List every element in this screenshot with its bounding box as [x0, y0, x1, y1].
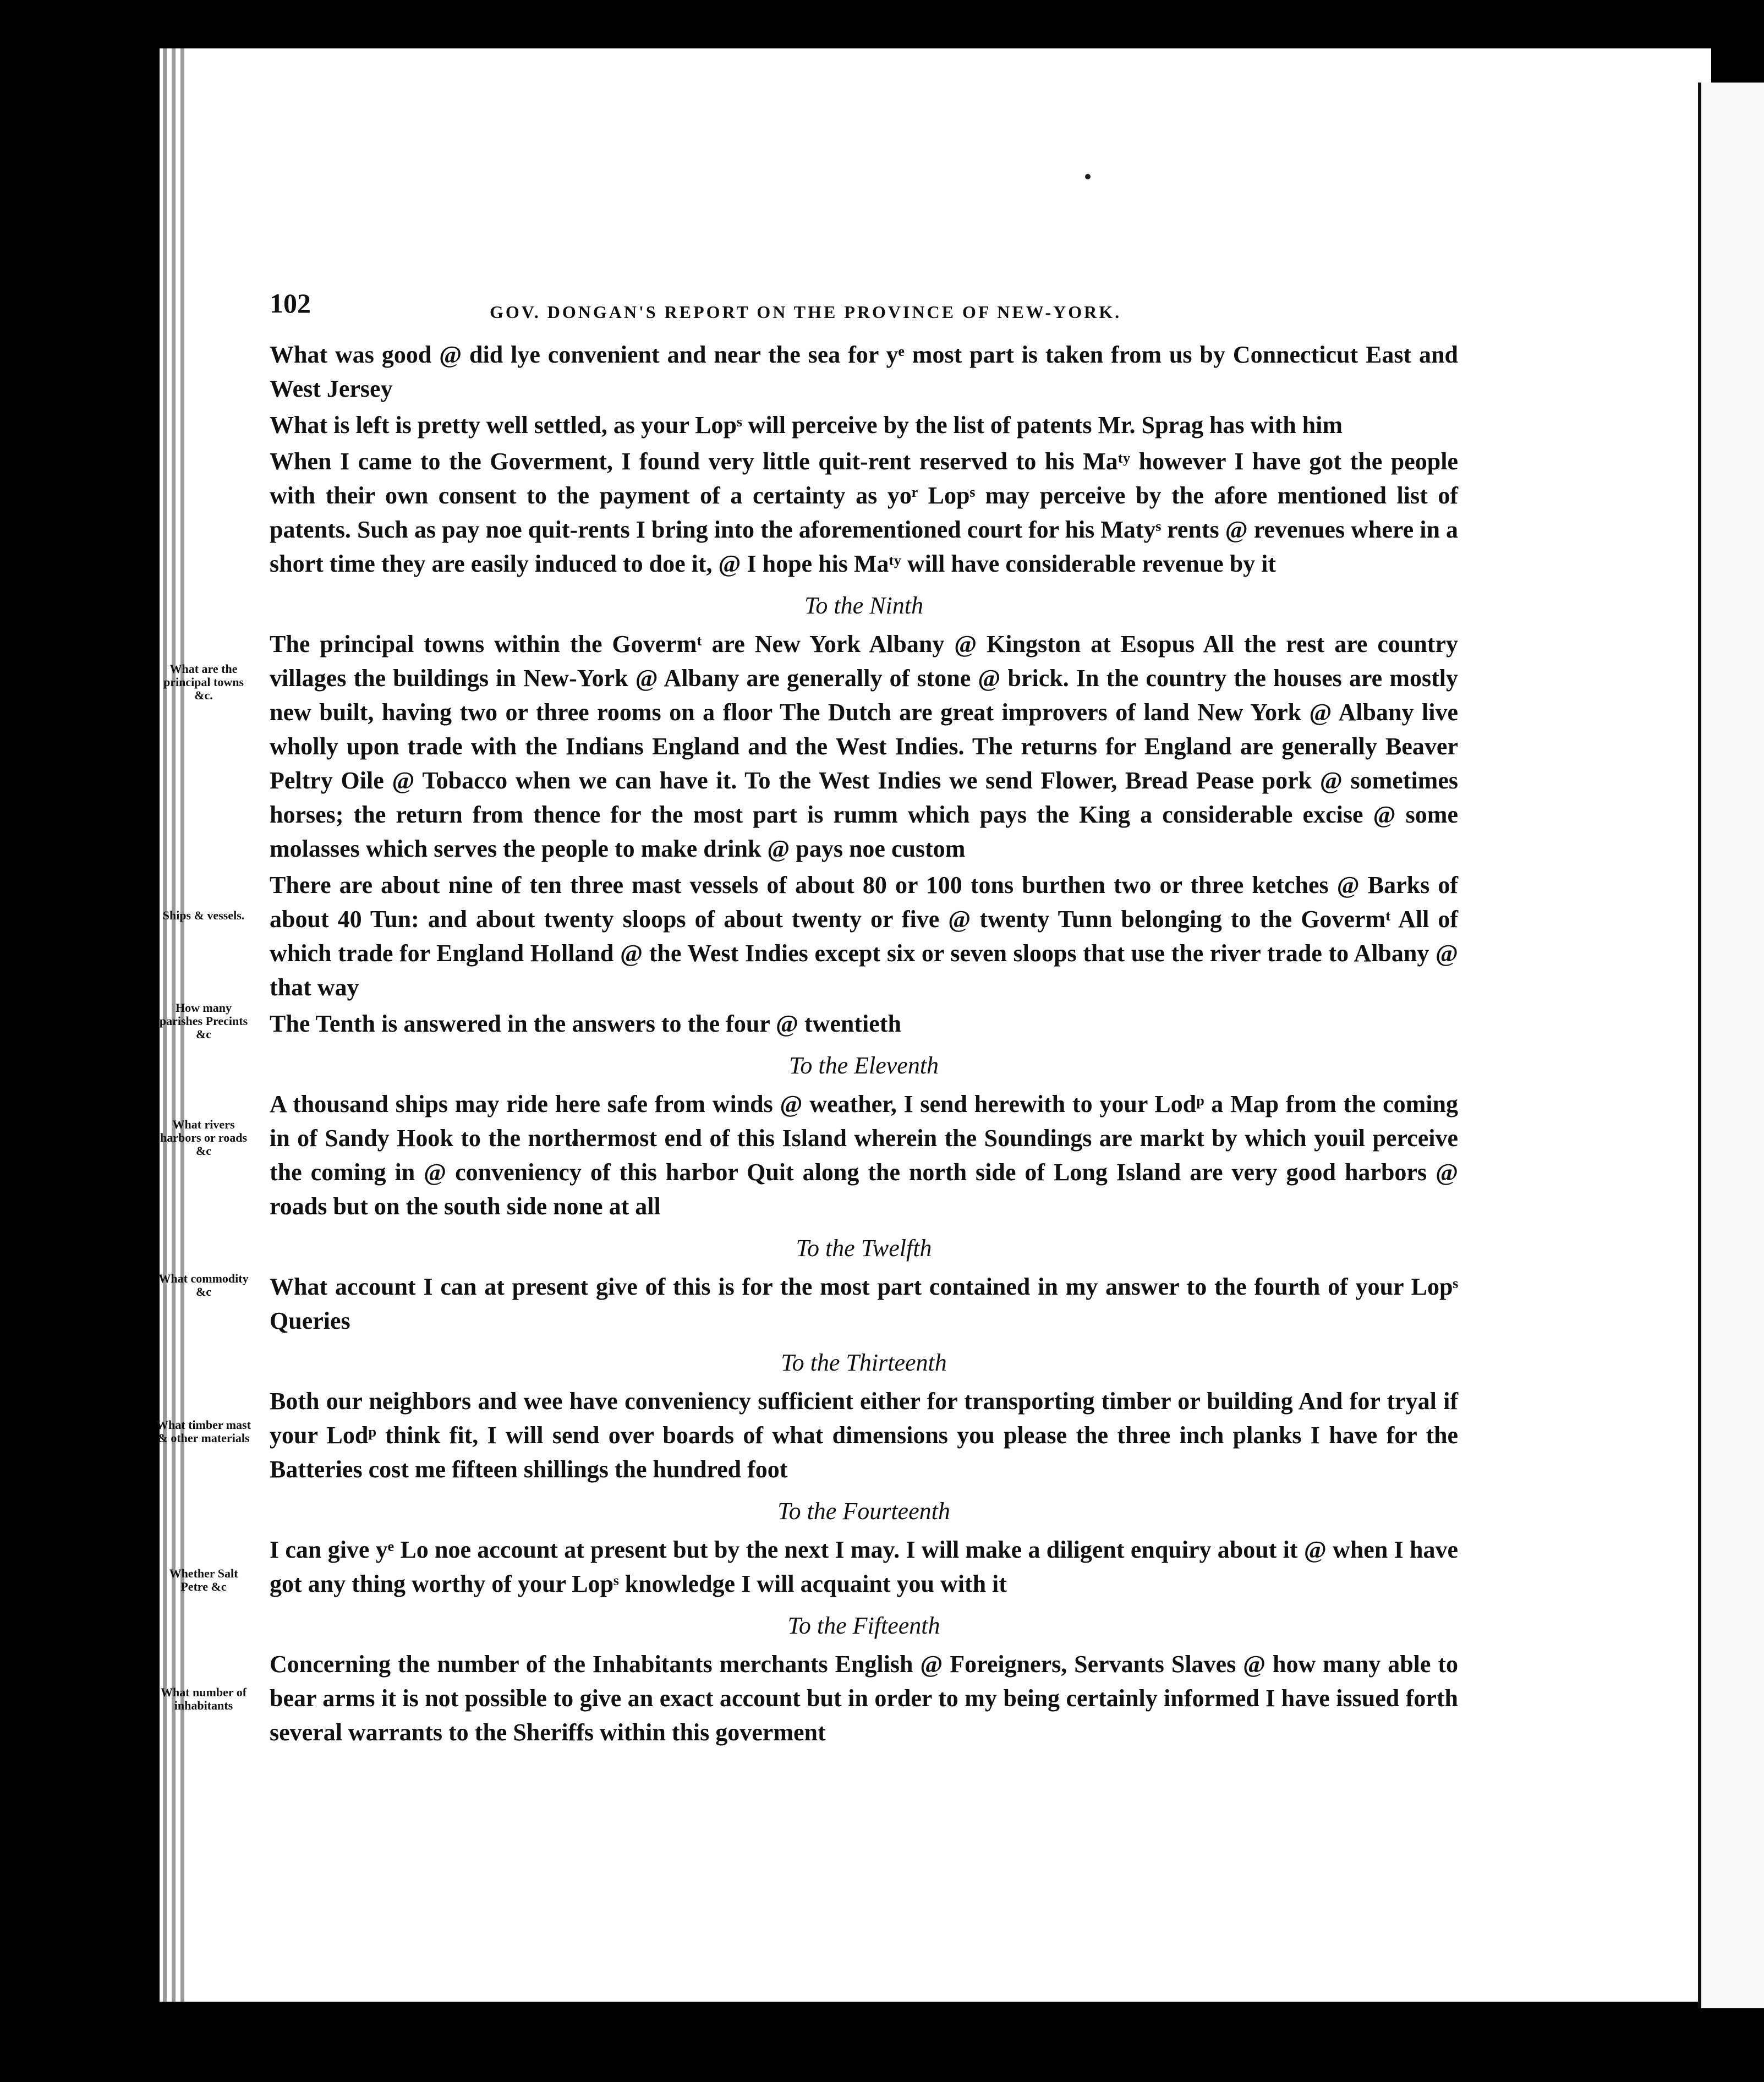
margin-note: What timber mast & other materials	[156, 1418, 251, 1445]
ink-mark	[1085, 174, 1091, 179]
paragraph: I can give yᵉ Lo noe account at present but by the next I may. I will make a diligent enquiry about it @ when I have got any thing worthy of your Lopˢ knowledge I will acquaint you with it	[270, 1536, 1458, 1597]
section-eleventh	[160, 1087, 1458, 1224]
section-ninth-ships	[162, 868, 1458, 1005]
facing-page-edge	[1698, 83, 1764, 2008]
paragraph: When I came to the Goverment, I found very little quit-rent reserved to his Maᵗʸ however I have got the people with their own consent to the payment of a certainty as yoʳ Lopˢ may perceive by the afore mentioned list of patents. Such as pay noe quit-rents I bring into the aforementioned court for his Matyˢ rents @ revenues where in a short time they are easily induced to doe it, @ I hope his Maᵗʸ will have considerable revenue by it	[270, 448, 1458, 577]
paragraph: A thousand ships may ride here safe from winds @ weather, I send herewith to your Lodᵖ a Map from the coming in of Sandy Hook to the northermost end of this Island wherein the Soundings are markt by which youil perceive the coming in @ conveniency of this harbor Quit along the north side of Long Island are very good harbors @ roads but on the south side none at all	[270, 1091, 1458, 1220]
section-thirteenth	[156, 1384, 1458, 1487]
section-heading: To the Fourteenth	[777, 1498, 950, 1525]
section-heading: To the Twelfth	[796, 1235, 932, 1262]
paragraph: The principal towns within the Govermᵗ are New York Albany @ Kingston at Esopus All the rest are country villages the buildings in New-York @ Albany are generally of stone @ brick. In the country the houses are mostly new built, having two or three rooms on a floor The Dutch are great improvers of land New York @ Albany live wholly upon trade with the Indians England and the West Indies. The returns for England are generally Beaver Peltry Oile @ Tobacco when we can have it. To the West Indies we send Flower, Bread Pease pork @ sometimes horses; the return from thence for the most part is rumm which pays the King a considerable excise @ some molasses which serves the people to make drink @ pays noe custom	[270, 631, 1458, 862]
margin-note: What rivers harbors or roads &c	[160, 1117, 248, 1158]
paragraph: There are about nine of ten three mast vessels of about 80 or 100 tons burthen two or three ketches @ Barks of about 40 Tun: and about twenty sloops of about twenty or five @ twenty Tunn belonging to the Govermᵗ All of which trade for England Holland @ the West Indies except six or seven sloops that use the river trade to Albany @ that way	[270, 872, 1458, 1001]
page-number: 102	[270, 288, 311, 319]
section-fourteenth	[169, 1533, 1458, 1601]
section-heading: To the Fifteenth	[787, 1612, 940, 1639]
section-ninth	[163, 627, 1458, 866]
section-heading: To the Eleventh	[788, 1052, 939, 1079]
margin-note: How many parishes Precints &c	[159, 1001, 248, 1041]
margin-note: What commodity &c	[158, 1272, 249, 1298]
section-heading: To the Ninth	[804, 592, 923, 619]
paragraph: What account I can at present give of this is for the most part contained in my answer to the fourth of your Lopˢ Queries	[270, 1273, 1458, 1334]
section-fifteenth	[160, 1647, 1458, 1750]
page-body	[156, 338, 1458, 1752]
margin-note: What number of inhabitants	[160, 1685, 247, 1712]
paragraph: What was good @ did lye convenient and near the sea for yᵉ most part is taken from us by Connecticut East and West Jersey	[270, 341, 1458, 402]
paragraph: The Tenth is answered in the answers to the four @ twentieth	[270, 1010, 901, 1037]
paragraph: What is left is pretty well settled, as your Lopˢ will perceive by the list of patents Mr. Sprag has with him	[270, 412, 1343, 439]
margin-note: Ships & vessels.	[162, 908, 245, 922]
section-twelfth	[158, 1270, 1458, 1338]
margin-note: What are the principal towns &c.	[163, 662, 244, 702]
section-tenth	[159, 1001, 1458, 1041]
paragraph: Concerning the number of the Inhabitants merchants English @ Foreigners, Servants Slaves @ how many able to bear arms it is not possible to give an exact account but in order to my being certainly informed I have issued forth several warrants to the Sheriffs within this goverment	[270, 1651, 1458, 1746]
running-head: GOV. DONGAN'S REPORT ON THE PROVINCE OF NEW-YORK.	[490, 302, 1122, 322]
margin-note: Whether Salt Petre &c	[169, 1566, 238, 1593]
section-heading: To the Thirteenth	[781, 1349, 947, 1376]
paragraph: Both our neighbors and wee have conveniency sufficient either for transporting timber or building And for tryal if your Lodᵖ think fit, I will send over boards of what dimensions you please the three inch planks I have for the Batteries cost me fifteen shillings the hundred foot	[270, 1388, 1458, 1483]
